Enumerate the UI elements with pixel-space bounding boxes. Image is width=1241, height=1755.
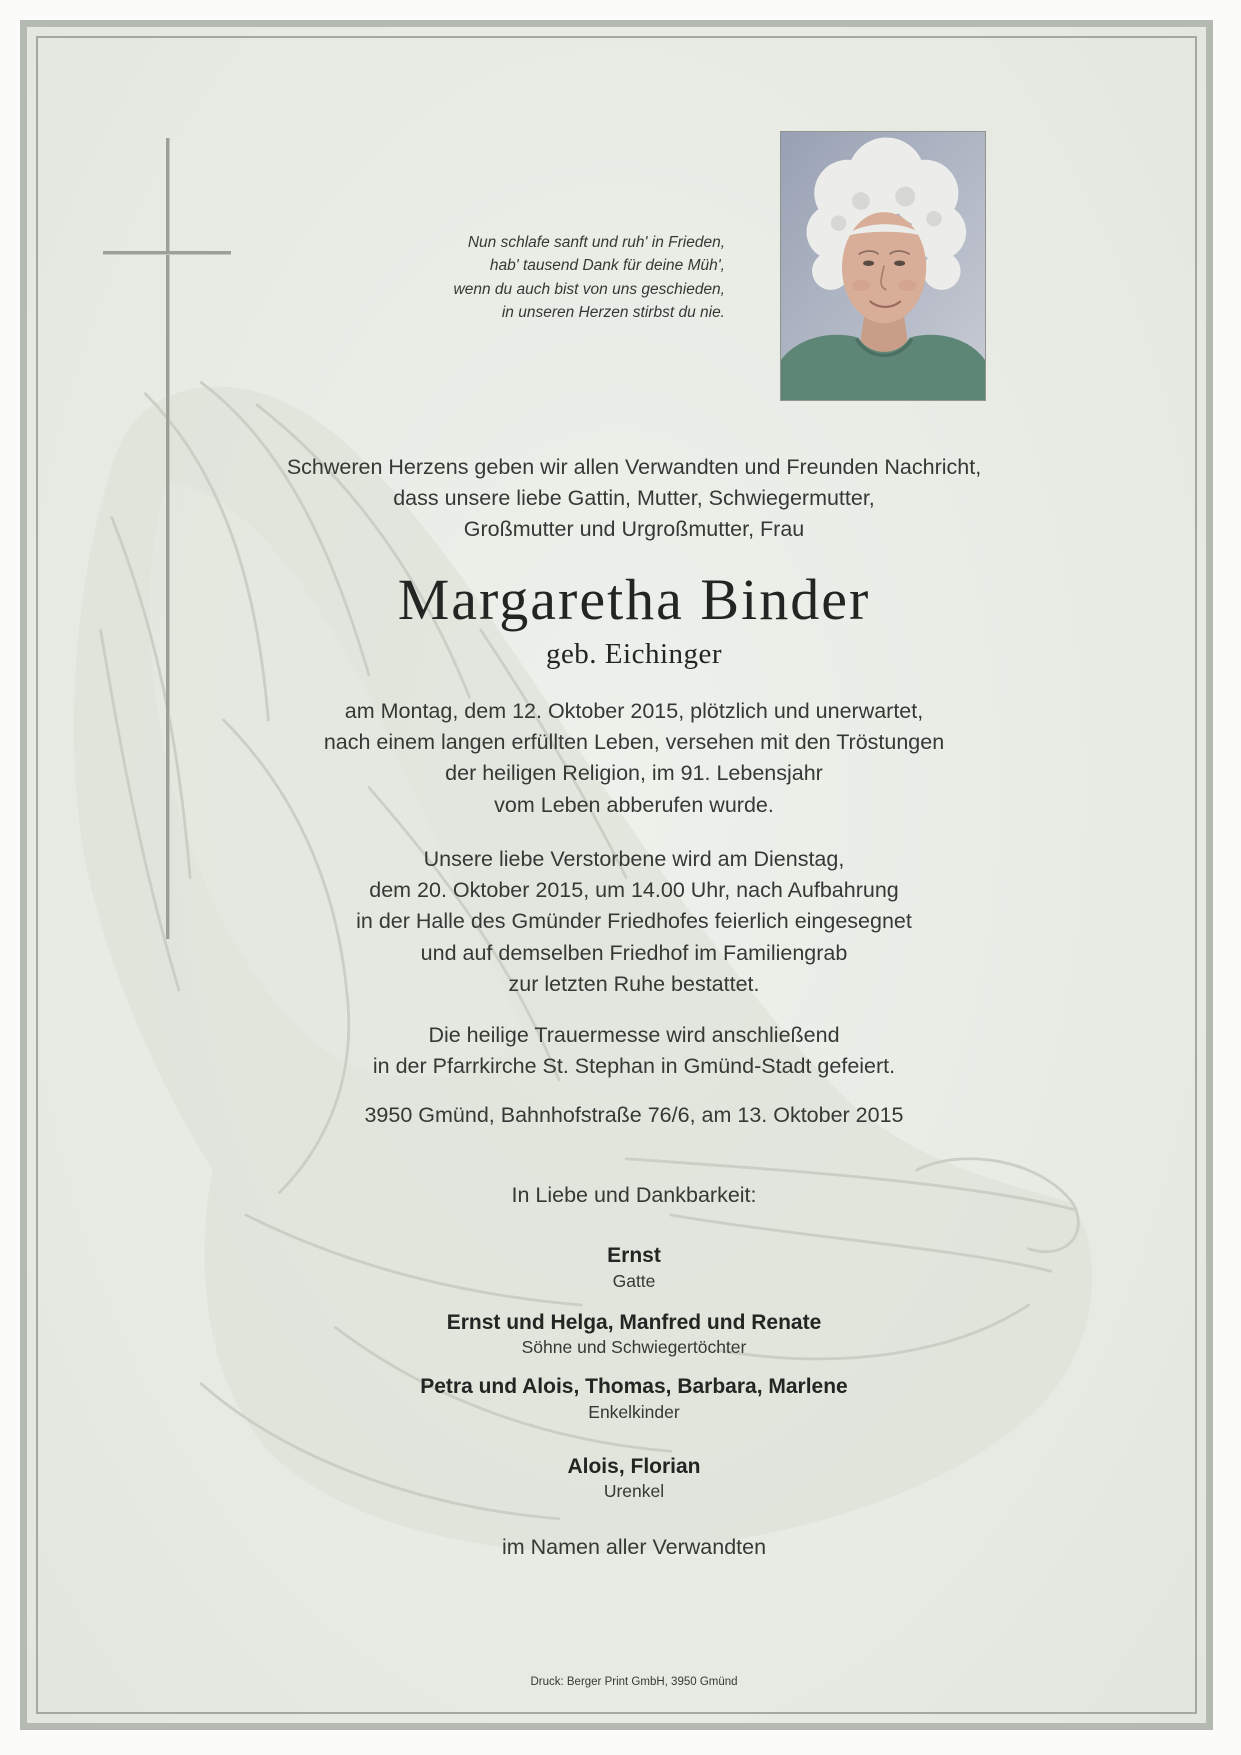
mourner-group-names: Ernst und Helga, Manfred und Renate [446, 1311, 822, 1334]
announcement [234, 452, 1034, 546]
mass-line: in der Pfarrkirche St. Stephan in Gmünd-Stadt gefeiert. [372, 1054, 896, 1079]
mourners-closing: im Namen aller Verwandten [501, 1535, 767, 1559]
poem-line: hab' tausend Dank für deine Müh', [489, 257, 725, 275]
funeral-line: Unsere liebe Verstorbene wird am Dienstag, [423, 847, 845, 871]
mourner-group-names: Alois, Florian [567, 1455, 701, 1478]
announcement-line: Schweren Herzens geben wir allen Verwandten und Freunden Nachricht, [286, 455, 982, 479]
mourner-group-names: Petra und Alois, Thomas, Barbara, Marlene [420, 1375, 848, 1398]
funeral-details [234, 844, 1034, 1000]
cross-icon [103, 138, 231, 939]
announcement-line: Großmutter und Urgroßmutter, Frau [463, 517, 805, 542]
death-notice-line: vom Leben abberufen wurde. [494, 792, 774, 817]
poem-line: Nun schlafe sanft und ruh' in Frieden, [467, 234, 725, 251]
mass-line: Die heilige Trauermesse wird anschließend [428, 1023, 840, 1047]
mourner-group-relation: Gatte [612, 1271, 656, 1291]
death-notice-line: am Montag, dem 12. Oktober 2015, plötzlich und unerwartet, [344, 699, 924, 723]
announcement-line: dass unsere liebe Gattin, Mutter, Schwiegermutter, [393, 486, 875, 511]
cross-vertical-beam [166, 138, 169, 939]
funeral-line: in der Halle des Gmünder Friedhofes feierlich eingesegnet [356, 909, 912, 934]
mourner-group-relation: Söhne und Schwiegertöchter [521, 1337, 747, 1357]
deceased-name: Margaretha Binder [397, 567, 871, 632]
printer-credit: Druck: Berger Print GmbH, 3950 Gmünd [530, 1676, 738, 1688]
memorial-poem [380, 231, 725, 325]
deceased-maiden-name: geb. Eichinger [545, 638, 723, 670]
funeral-line: dem 20. Oktober 2015, um 14.00 Uhr, nach Aufbahrung [369, 878, 899, 903]
death-notice [234, 696, 1034, 821]
funeral-line: zur letzten Ruhe bestattet. [508, 971, 760, 996]
death-notice-line: nach einem langen erfüllten Leben, versehen mit den Tröstungen [323, 730, 945, 755]
mourner-group-relation: Enkelkinder [588, 1402, 680, 1422]
death-notice-line: der heiligen Religion, im 91. Lebensjahr [445, 761, 823, 786]
poem-line: in unseren Herzen stirbst du nie. [501, 304, 725, 322]
poem-line: wenn du auch bist von uns geschieden, [453, 280, 725, 298]
cross-horizontal-beam [103, 251, 231, 254]
mourners-intro: In Liebe und Dankbarkeit: [511, 1183, 757, 1207]
mourner-group-relation: Urenkel [603, 1481, 665, 1501]
funeral-line: und auf demselben Friedhof im Familiengrab [420, 940, 848, 965]
mourner-group-names: Ernst [607, 1244, 661, 1267]
mass-details [234, 1020, 1034, 1082]
portrait-photo [780, 131, 986, 401]
place-and-date: 3950 Gmünd, Bahnhofstraße 76/6, am 13. Oktober 2015 [364, 1103, 904, 1127]
